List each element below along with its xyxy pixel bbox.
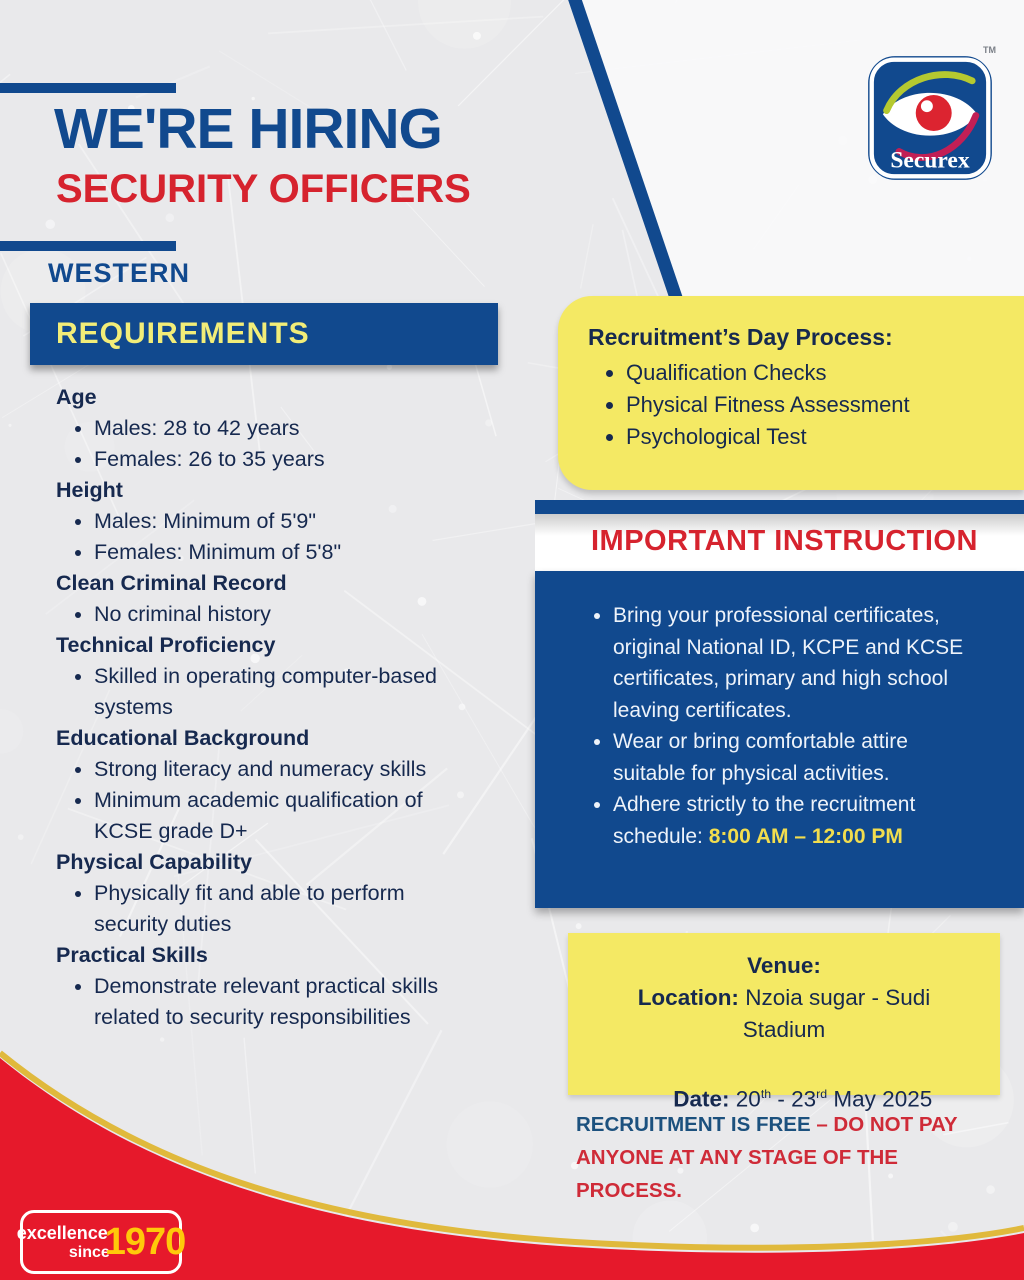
- instruction-band: [535, 514, 1024, 571]
- date-tail: May 2025: [827, 1086, 933, 1112]
- divider-bar: [535, 500, 1024, 514]
- requirement-section: [56, 475, 502, 568]
- requirement-item: • Physically fit and able to perform security duties: [94, 878, 466, 940]
- date-separator: -: [771, 1086, 792, 1112]
- requirements-banner: [30, 303, 498, 365]
- instruction-title: IMPORTANT INSTRUCTION: [591, 525, 978, 557]
- venue-location-line: [568, 982, 1000, 1046]
- securex-eye-icon: [868, 56, 992, 180]
- requirement-heading: Technical Proficiency: [56, 633, 276, 657]
- requirement-heading: Age: [56, 385, 97, 409]
- badge-excellence: excellence: [16, 1222, 108, 1243]
- requirement-section: [56, 940, 502, 1033]
- trademark-mark: TM: [983, 45, 996, 55]
- instruction-item-text: Wear or bring comfortable attire suitable for physical activities.: [613, 730, 908, 785]
- process-title: Recruitment’s Day Process:: [588, 324, 893, 350]
- warning-text: [576, 1108, 976, 1207]
- process-item: • Physical Fitness Assessment: [626, 389, 1024, 421]
- venue-label-line: [568, 950, 1000, 982]
- requirement-heading: Clean Criminal Record: [56, 571, 287, 595]
- requirement-item: • Females: Minimum of 5'8": [94, 537, 466, 568]
- requirement-section: [56, 382, 502, 475]
- badge-since: since: [68, 1243, 110, 1261]
- warning-free: RECRUITMENT IS FREE: [576, 1113, 811, 1136]
- securex-logo: [868, 45, 996, 180]
- requirement-item: • Males: 28 to 42 years: [94, 413, 466, 444]
- requirement-items: [56, 506, 502, 568]
- date-suffix-end: rd: [816, 1087, 828, 1101]
- requirement-items: [56, 413, 502, 475]
- requirements-list: [56, 382, 502, 1033]
- instruction-item-highlight: 8:00 AM – 12:00 PM: [708, 824, 903, 848]
- requirement-section: [56, 723, 502, 847]
- requirement-heading: Practical Skills: [56, 943, 208, 967]
- requirement-items: [56, 599, 502, 630]
- requirement-items: [56, 878, 502, 940]
- requirements-title: REQUIREMENTS: [56, 317, 310, 350]
- requirement-heading: Height: [56, 478, 123, 502]
- date-suffix-start: th: [760, 1087, 772, 1101]
- instruction-box: [535, 571, 1024, 908]
- requirement-heading: Educational Background: [56, 726, 310, 750]
- instruction-item-text: Bring your professional certificates, original National ID, KCPE and KCSE certificates, primary and high school leaving certificates.: [613, 604, 964, 722]
- requirement-section: [56, 630, 502, 723]
- instruction-item: [613, 600, 981, 726]
- requirement-item: • No criminal history: [94, 599, 466, 630]
- requirement-items: [56, 971, 502, 1033]
- instruction-items: [575, 600, 1006, 852]
- requirement-item: • Males: Minimum of 5'9": [94, 506, 466, 537]
- process-items: [588, 357, 1024, 453]
- requirement-item: • Skilled in operating computer-based systems: [94, 661, 466, 723]
- region-title: WESTERN: [48, 258, 190, 288]
- process-item: • Psychological Test: [626, 421, 1024, 453]
- location-label: Location:: [637, 985, 739, 1010]
- requirement-item: • Females: 26 to 35 years: [94, 444, 466, 475]
- role-title: SECURITY OFFICERS: [56, 167, 471, 211]
- badge-year: 1970: [104, 1221, 186, 1263]
- hiring-title: WE'RE HIRING: [54, 97, 442, 161]
- requirement-section: [56, 568, 502, 630]
- warning-pay: – DO NOT PAY ANYONE AT ANY STAGE OF THE PROCESS.: [576, 1113, 958, 1202]
- logo-wordmark: Securex: [890, 147, 970, 174]
- requirement-section: [56, 847, 502, 940]
- instruction-item: [613, 726, 981, 789]
- badge-text: [17, 1224, 108, 1261]
- requirement-items: [56, 661, 502, 723]
- venue-box: [568, 933, 1000, 1112]
- requirement-item: • Minimum academic qualification of KCSE grade D+: [94, 785, 466, 847]
- process-box: [558, 296, 1024, 490]
- date-day-start: 20: [735, 1086, 761, 1112]
- requirement-items: [56, 754, 502, 847]
- instruction-item: [613, 789, 981, 852]
- instruction-item-text: Adhere strictly to the recruitment schedule:: [613, 793, 916, 848]
- requirement-item: • Strong literacy and numeracy skills: [94, 754, 466, 785]
- venue-label: Venue:: [747, 953, 821, 978]
- requirement-item: • Demonstrate relevant practical skills related to security responsibilities: [94, 971, 466, 1033]
- accent-bar-top: [0, 83, 176, 93]
- accent-bar-western: [0, 241, 176, 251]
- requirement-heading: Physical Capability: [56, 850, 252, 874]
- date-label: Date:: [673, 1086, 736, 1112]
- process-item: • Qualification Checks: [626, 357, 1024, 389]
- location-value: Nzoia sugar - Sudi Stadium: [742, 985, 931, 1042]
- date-day-end: 23: [791, 1086, 817, 1112]
- excellence-badge: [16, 1210, 186, 1274]
